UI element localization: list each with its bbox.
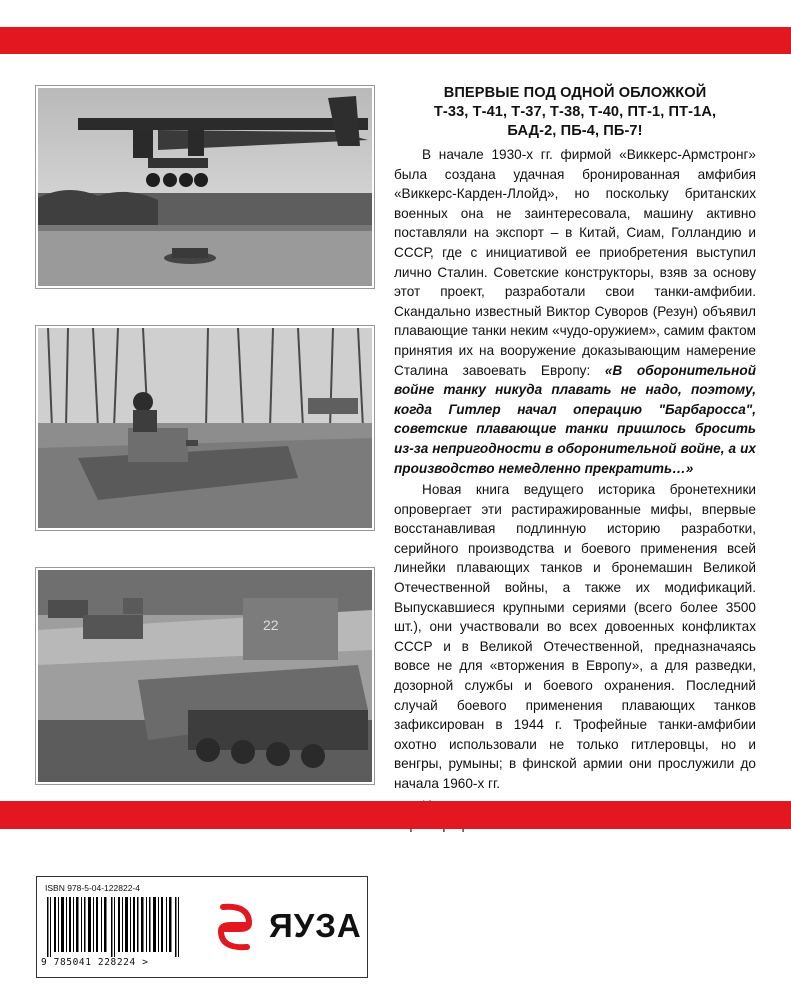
paragraph-intro-text: В начале 1930-х гг. фирмой «Виккерс-Армстронг» была создана удачная бронированная амфибия «Виккерс-Карден-Ллойд», но поскольку британских военных она не заинтересовала, машину активно поставляли на экспорт – в Китай, Сиам, Голландию и СССР, где с инициативой ее приобретения выступил лично Сталин. Советские конструкторы, взяв за основу этот проект, разработали свои танки-амфибии. Скандально известный Виктор Суворов (Резун) объявил плавающие танки неким «чудо-оружием», самим фактом принятия их на вооружение доказывающим намерение Сталина завоевать Европу: [394, 147, 756, 378]
paragraph-intro [394, 145, 756, 478]
headline-line-1: ВПЕРВЫЕ ПОД ОДНОЙ ОБЛОЖКОЙ [443, 85, 707, 101]
photo-aircraft-drop [36, 86, 374, 288]
barcode-digits: 9 785041 228224 > [41, 957, 149, 968]
headline-line-2: Т-33, Т-41, Т-37, Т-38, Т-40, ПТ-1, ПТ-1А, [433, 104, 717, 120]
headline [394, 84, 756, 141]
eksmo-logo-icon [209, 901, 261, 953]
barcode-panel [36, 876, 368, 978]
suvorov-quote: «В оборонительной войне танку никуда плавать не надо, поэтому, когда Гитлер начал операцию "Барбаросса", советские плавающие танки пришлось бросить из-за непригодности в оборонительной войне, а их производство немедленно прекратить…» [394, 362, 756, 476]
publisher-logo: ЯУЗА [269, 907, 362, 944]
photo-tank-column [36, 568, 374, 784]
svg-text:22: 22 [263, 617, 279, 633]
photo-tank-in-water [36, 326, 374, 530]
headline-line-3: БАД-2, ПБ-4, ПБ-7! [507, 123, 643, 139]
middle-red-band [0, 801, 791, 829]
isbn-label: ISBN 978-5-04-122822-4 [45, 883, 140, 893]
description-column [394, 84, 756, 835]
paragraph-book: Новая книга ведущего историка бронетехники опровергает эти растиражированные мифы, впервые восстанавливая подлинную историю разработки, серийного производства и боевого применения всей линейки плавающих танков и бронемашин Великой Отечественной войны, а также их модификаций. Выпускавшиеся крупными сериями (всего более 3500 шт.), они участвовали во всех довоенных конфликтах СССР и в Великой Отечественной, предназначаясь вовсе не для «вторжения в Европу», а для разведки, дозорной службы и боевого охранения. Последний случай боевого применения плавающих танков зафиксирован в 1944 г. Трофейные танки-амфибии охотно использовали не только гитлеровцы, но и венгры, румыны; в финской армии они прослужили до начала 1960-х гг. [394, 482, 756, 791]
barcode-icon [45, 897, 185, 957]
top-red-band [0, 27, 791, 54]
